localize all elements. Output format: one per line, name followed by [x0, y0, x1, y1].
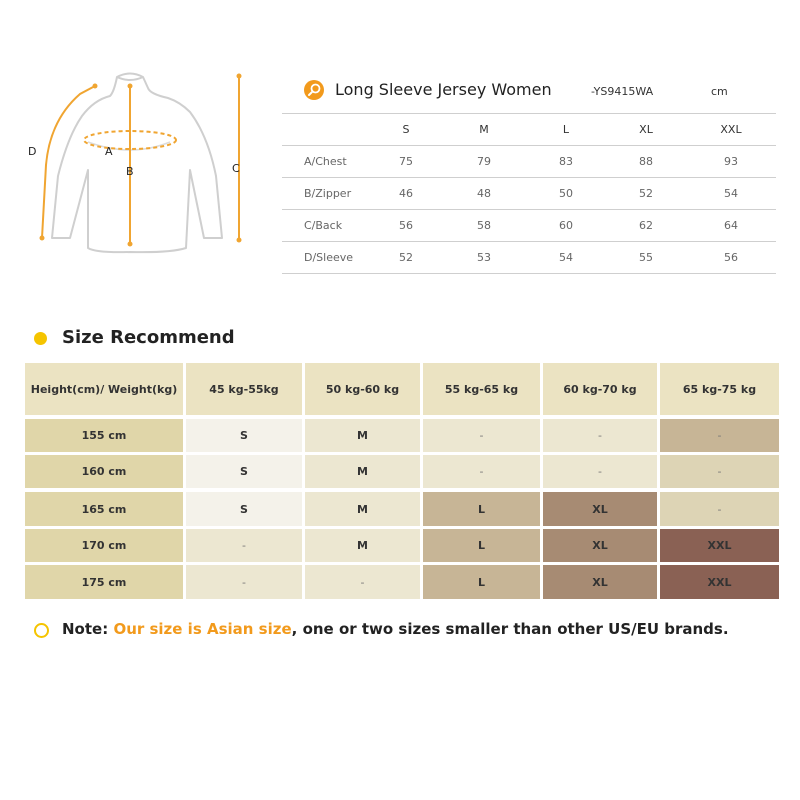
label-d: D: [28, 145, 37, 158]
size-cell: M: [305, 455, 420, 488]
size-header-xxl: XXL: [686, 114, 776, 146]
grid-corner-header: Height(cm)/ Weight(kg): [25, 363, 183, 415]
size-value: 53: [442, 242, 526, 274]
size-header-row: [282, 114, 776, 146]
note-highlight: Our size is Asian size: [113, 620, 292, 638]
size-chart-table: [282, 113, 776, 274]
weight-header: 60 kg-70 kg: [543, 363, 657, 415]
size-value: 55: [606, 242, 686, 274]
size-recommend-title: Size Recommend: [62, 327, 235, 348]
size-cell: XXL: [660, 529, 779, 562]
size-cell: -: [423, 455, 540, 488]
height-header: 155 cm: [25, 419, 183, 452]
label-a: A: [105, 145, 113, 158]
size-cell: S: [186, 455, 302, 488]
size-value: 79: [442, 146, 526, 178]
size-cell: -: [660, 455, 779, 488]
size-cell: S: [186, 492, 302, 526]
size-chart-header: [303, 76, 783, 106]
size-value: 56: [686, 242, 776, 274]
size-cell: -: [660, 492, 779, 526]
weight-header: 55 kg-65 kg: [423, 363, 540, 415]
note-rest: , one or two sizes smaller than other US/EU brands.: [291, 620, 729, 638]
size-header-s: S: [370, 114, 442, 146]
size-cell: -: [660, 419, 779, 452]
jersey-outline-icon: [52, 74, 222, 253]
size-cell: -: [543, 455, 657, 488]
size-value: 46: [370, 178, 442, 210]
size-cell: -: [423, 419, 540, 452]
size-cell: -: [186, 565, 302, 599]
row-label: D/Sleeve: [282, 242, 370, 274]
size-value: 83: [526, 146, 606, 178]
size-cell: -: [305, 565, 420, 599]
size-value: 88: [606, 146, 686, 178]
size-recommend-grid: [25, 363, 779, 601]
height-header: 165 cm: [25, 492, 183, 526]
row-label: B/Zipper: [282, 178, 370, 210]
note-text: [62, 620, 729, 638]
magnifier-icon: [303, 79, 325, 101]
label-c: C: [232, 162, 240, 175]
size-row-back: [282, 210, 776, 242]
size-value: 54: [526, 242, 606, 274]
size-cell: -: [186, 529, 302, 562]
label-b: B: [126, 165, 134, 178]
size-value: 54: [686, 178, 776, 210]
unit-label: cm: [711, 85, 728, 98]
size-chart-title: Long Sleeve Jersey Women: [335, 80, 552, 99]
size-cell: M: [305, 529, 420, 562]
size-header-m: M: [442, 114, 526, 146]
size-header-xl: XL: [606, 114, 686, 146]
note-label: Note:: [62, 620, 114, 638]
size-cell: XL: [543, 565, 657, 599]
jersey-diagram: [0, 60, 270, 270]
size-row-zipper: [282, 178, 776, 210]
bullet-dot-icon: [34, 332, 47, 345]
weight-header: 65 kg-75 kg: [660, 363, 779, 415]
size-value: 48: [442, 178, 526, 210]
size-value: 56: [370, 210, 442, 242]
size-cell: XL: [543, 492, 657, 526]
size-cell: XXL: [660, 565, 779, 599]
size-cell: -: [543, 419, 657, 452]
size-value: 93: [686, 146, 776, 178]
size-cell: L: [423, 492, 540, 526]
product-code: -YS9415WA: [591, 85, 654, 98]
size-cell: L: [423, 565, 540, 599]
size-row-chest: [282, 146, 776, 178]
size-value: 52: [370, 242, 442, 274]
weight-header: 50 kg-60 kg: [305, 363, 420, 415]
size-value: 50: [526, 178, 606, 210]
size-value: 58: [442, 210, 526, 242]
size-cell: M: [305, 419, 420, 452]
size-value: 52: [606, 178, 686, 210]
size-value: 60: [526, 210, 606, 242]
row-label: C/Back: [282, 210, 370, 242]
size-cell: XL: [543, 529, 657, 562]
row-label: A/Chest: [282, 146, 370, 178]
size-header-l: L: [526, 114, 606, 146]
bullet-ring-icon: [34, 623, 49, 638]
height-header: 160 cm: [25, 455, 183, 488]
size-value: 64: [686, 210, 776, 242]
size-row-sleeve: [282, 242, 776, 274]
height-header: 175 cm: [25, 565, 183, 599]
size-cell: S: [186, 419, 302, 452]
weight-header: 45 kg-55kg: [186, 363, 302, 415]
size-header-blank: [282, 114, 370, 146]
size-cell: L: [423, 529, 540, 562]
size-value: 75: [370, 146, 442, 178]
size-value: 62: [606, 210, 686, 242]
height-header: 170 cm: [25, 529, 183, 562]
size-cell: M: [305, 492, 420, 526]
